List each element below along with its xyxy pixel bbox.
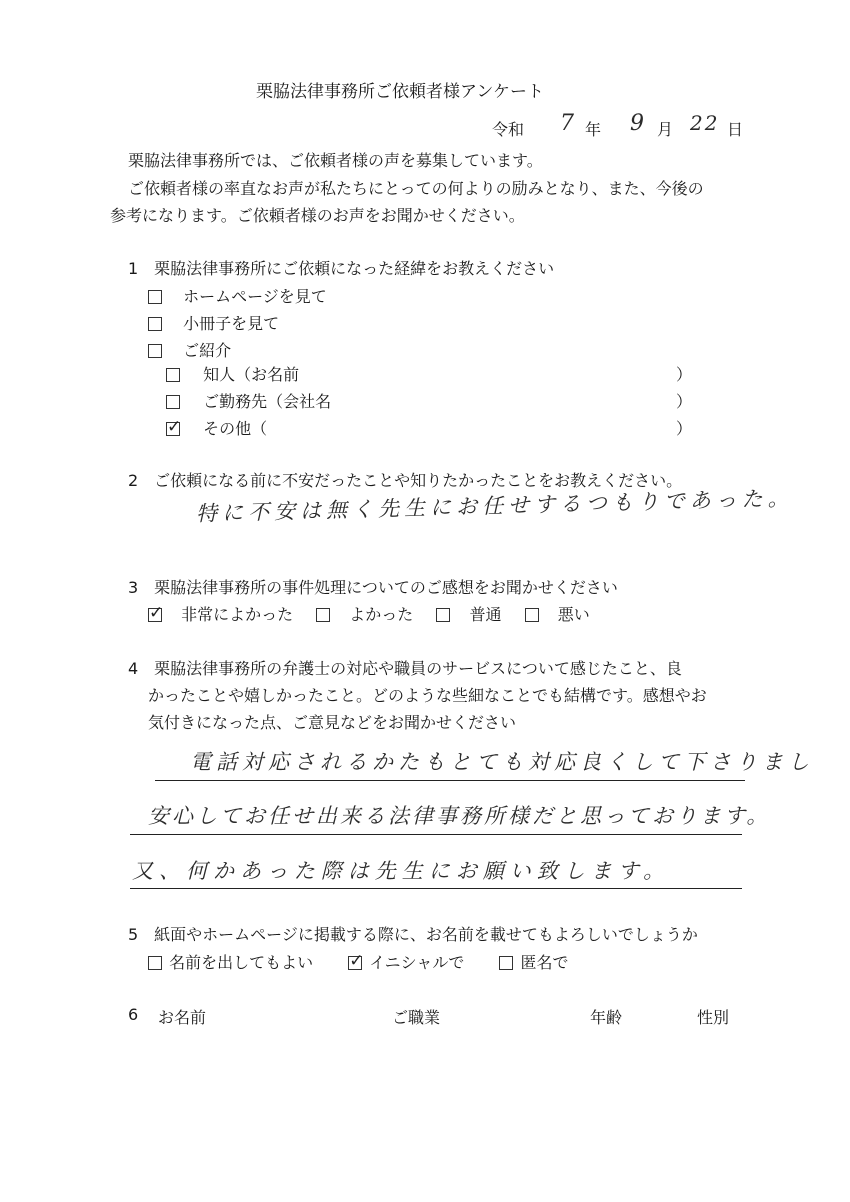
- date-year-unit: 年: [585, 120, 602, 139]
- checkbox-checked-icon[interactable]: [148, 608, 162, 622]
- checkbox-icon[interactable]: [525, 608, 539, 622]
- q3-question: 3 栗脇法律事務所の事件処理についてのご感想をお聞かせください: [128, 578, 618, 597]
- q1-option-referral[interactable]: [148, 338, 231, 361]
- date-day-unit: 日: [727, 120, 744, 139]
- paren-close: ）: [676, 392, 693, 411]
- q6-gender-label: 性別: [697, 1008, 730, 1027]
- q4-handwritten-answer-3: 又、何かあった際は先生にお願い致します。: [132, 859, 671, 883]
- date-day-value: 22: [690, 111, 720, 135]
- answer-line: [130, 888, 742, 889]
- option-label: イニシャルで: [369, 953, 465, 972]
- q3-option-bad[interactable]: [525, 605, 590, 624]
- q1-question: 1 栗脇法律事務所にご依頼になった経緯をお教えください: [128, 259, 555, 278]
- paren-close: ）: [676, 365, 693, 384]
- checkbox-checked-icon[interactable]: [348, 956, 362, 970]
- answer-line: [155, 780, 745, 781]
- q5-question: 5 紙面やホームページに掲載する際に、お名前を載せてもよろしいでしょうか: [128, 925, 698, 944]
- q5-option-anonymous[interactable]: [499, 953, 568, 972]
- q1-sub-acquaintance[interactable]: [166, 362, 299, 385]
- option-label: 小冊子を見て: [183, 314, 280, 333]
- option-label: ご紹介: [183, 341, 232, 360]
- q4-question-line-3: 気付きになった点、ご意見などをお聞かせください: [148, 713, 517, 732]
- q1-sub-other[interactable]: [166, 416, 267, 439]
- option-label: 知人（お名前: [203, 365, 300, 384]
- checkbox-icon[interactable]: [148, 956, 162, 970]
- q3-option-average[interactable]: [436, 605, 506, 624]
- checkbox-icon[interactable]: [148, 317, 162, 331]
- q5-options: [148, 950, 569, 973]
- checkbox-icon[interactable]: [166, 395, 180, 409]
- date-month-value: 9: [630, 111, 647, 136]
- q5-option-initials[interactable]: [348, 953, 469, 972]
- q5-option-name-ok[interactable]: [148, 953, 318, 972]
- checkbox-icon[interactable]: [436, 608, 450, 622]
- date-year-value: 7: [560, 111, 577, 136]
- q4-question-line-1: 4 栗脇法律事務所の弁護士の対応や職員のサービスについて感じたこと、良: [128, 659, 682, 678]
- option-label: ご勤務先（会社名: [203, 392, 332, 411]
- checkbox-icon[interactable]: [148, 344, 162, 358]
- intro-line-2: ご依頼者様の率直なお声が私たちにとっての何よりの励みとなり、また、今後の: [128, 179, 704, 198]
- checkbox-icon[interactable]: [316, 608, 330, 622]
- option-label: 匿名で: [520, 953, 569, 972]
- q4-handwritten-answer-2: 安心してお任せ出来る法律事務所様だと思っております。: [148, 804, 771, 828]
- q6-name-label: お名前: [158, 1008, 207, 1027]
- option-label: ホームページを見て: [183, 287, 327, 306]
- paren-close: ）: [676, 419, 693, 438]
- q3-option-very-good[interactable]: [148, 605, 298, 624]
- q2-question: 2 ご依頼になる前に不安だったことや知りたかったことをお教えください。: [128, 471, 683, 490]
- q1-sub-employer[interactable]: [166, 389, 331, 412]
- date-era: 令和: [492, 120, 525, 139]
- checkbox-icon[interactable]: [166, 368, 180, 382]
- option-label: 悪い: [557, 605, 590, 624]
- checkbox-icon[interactable]: [148, 290, 162, 304]
- intro-line-1: 栗脇法律事務所では、ご依頼者様の声を募集しています。: [128, 151, 543, 170]
- q3-option-good[interactable]: [316, 605, 418, 624]
- q6-number: 6: [128, 1005, 139, 1024]
- option-label: 普通: [469, 605, 502, 624]
- q1-option-homepage[interactable]: [148, 284, 327, 307]
- q6-age-label: 年齢: [590, 1008, 623, 1027]
- q4-question-line-2: かったことや嬉しかったこと。どのような些細なことでも結構です。感想やお: [148, 686, 707, 705]
- intro-line-3: 参考になります。ご依頼者様のお声をお聞かせください。: [110, 206, 525, 225]
- q3-options: [148, 602, 590, 625]
- checkbox-icon[interactable]: [499, 956, 513, 970]
- option-label: よかった: [349, 605, 414, 624]
- option-label: 非常によかった: [181, 605, 294, 624]
- date-month-unit: 月: [657, 120, 674, 139]
- answer-line: [130, 834, 742, 835]
- option-label: その他（: [203, 419, 268, 438]
- survey-title: 栗脇法律事務所ご依頼者様アンケート: [256, 82, 544, 102]
- checkbox-checked-icon[interactable]: [166, 422, 180, 436]
- q1-option-booklet[interactable]: [148, 311, 279, 334]
- q4-handwritten-answer-1: 電話対応されるかたもとても対応良くして下さりまし: [190, 750, 814, 774]
- option-label: 名前を出してもよい: [169, 953, 314, 972]
- q6-job-label: ご職業: [392, 1008, 441, 1027]
- q2-handwritten-answer: 特に不安は無く先生にお任せするつもりであった。: [195, 486, 794, 526]
